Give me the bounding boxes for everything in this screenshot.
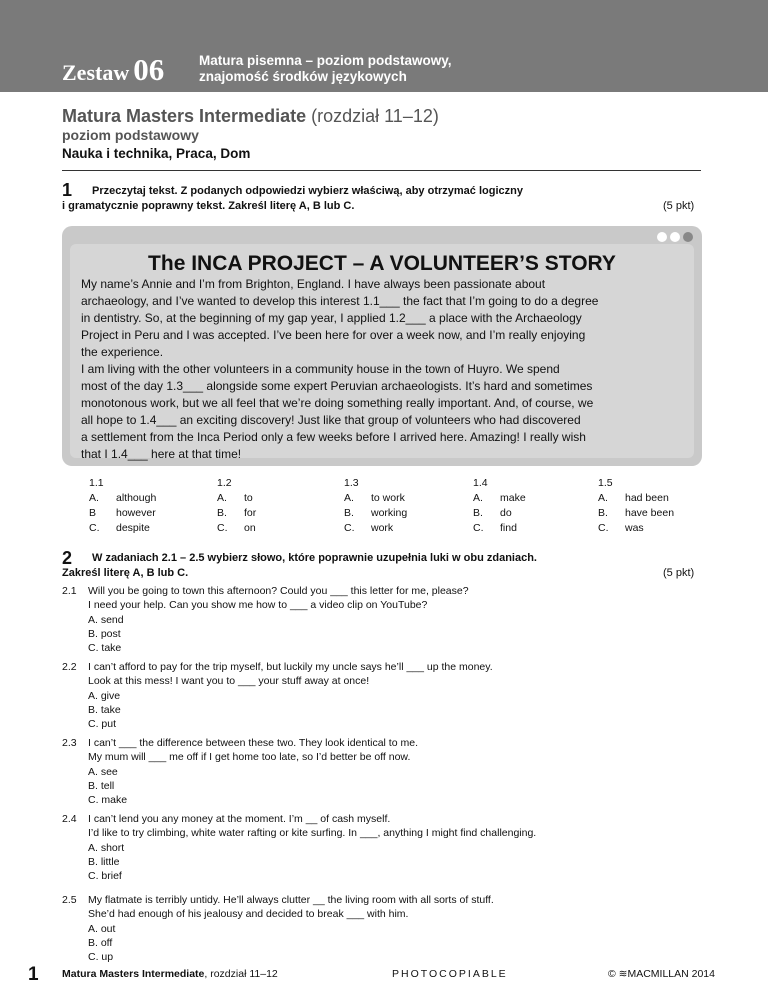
question-line: I can’t lend you any money at the moment. I’m __ of cash myself. — [88, 813, 391, 825]
story-line: the experience. — [81, 345, 164, 359]
option[interactable]: B. off — [88, 937, 113, 949]
option[interactable]: B. tell — [88, 780, 115, 792]
page-number: 1 — [28, 964, 39, 985]
option-word: on — [244, 522, 256, 534]
question-text — [88, 812, 688, 840]
exercise-2-points: (5 pkt) — [663, 567, 695, 579]
question-line: I can’t afford to pay for the trip myself, but luckily my uncle says he’ll ___ up the money. — [88, 661, 493, 673]
option-letter: B. — [344, 507, 354, 519]
option-letter: A. — [598, 492, 608, 504]
story-line: all hope to 1.4___ an exciting discovery! Just like that group of volunteers who had discovered — [81, 413, 581, 427]
exercise-2-number: 2 — [62, 548, 73, 568]
question-2-2 — [62, 660, 702, 732]
question-number: 2.2 — [62, 661, 77, 673]
option[interactable]: B. little — [88, 856, 120, 868]
option[interactable] — [217, 491, 256, 506]
dot-icon — [670, 232, 680, 242]
story-line: monotonous work, but we all feel that we’re doing something really important. And, of course, we — [81, 396, 594, 410]
story-line: that I 1.4___ here at that time! — [81, 447, 242, 461]
option-letter: B — [89, 507, 97, 519]
option[interactable] — [89, 491, 156, 506]
option[interactable] — [598, 506, 674, 521]
question-line: She’d had enough of his jealousy and decided to break ___ with him. — [88, 908, 409, 920]
option-word: for — [244, 507, 257, 519]
header-title — [199, 53, 452, 85]
option-word: to work — [371, 492, 405, 504]
option-letter: C. — [344, 522, 355, 534]
option-group-1-4 — [473, 476, 526, 536]
option-letter: C. — [217, 522, 228, 534]
option-letter: B. — [473, 507, 483, 519]
option[interactable] — [344, 491, 407, 506]
photocopiable-label: PHOTOCOPIABLE — [392, 968, 508, 980]
story-line: most of the day 1.3___ alongside some expert Peruvian archaeologists. It’s hard and sometimes — [81, 379, 593, 393]
option[interactable] — [89, 506, 156, 521]
topics: Nauka i technika, Praca, Dom — [62, 146, 251, 161]
option-number: 1.1 — [89, 477, 104, 489]
question-text — [88, 736, 688, 764]
option[interactable] — [217, 506, 256, 521]
option-group-1-1 — [89, 476, 156, 536]
option[interactable]: C. put — [88, 718, 117, 730]
option-word: however — [116, 507, 156, 519]
option-word: to — [244, 492, 253, 504]
option-number: 1.5 — [598, 477, 613, 489]
question-number: 2.3 — [62, 737, 77, 749]
option-number: 1.3 — [344, 477, 359, 489]
set-label — [62, 52, 164, 88]
question-line: My mum will ___ me off if I get home too late, so I’d better be off now. — [88, 751, 411, 763]
option[interactable]: A. short — [88, 842, 125, 854]
exercise-2-instruction-line1: W zadaniach 2.1 – 2.5 wybierz słowo, które poprawnie uzupełnia luki w obu zdaniach. — [92, 552, 537, 564]
exercise-2-instruction-line2: Zakreśl literę A, B lub C. — [62, 567, 189, 579]
set-number: 06 — [133, 52, 165, 87]
option-word: have been — [625, 507, 675, 519]
question-number: 2.5 — [62, 894, 77, 906]
option-group-1-3 — [344, 476, 407, 536]
question-options — [88, 841, 124, 883]
option[interactable]: A. see — [88, 766, 118, 778]
option-word: do — [500, 507, 512, 519]
question-line: I need your help. Can you show me how to ___ a video clip on YouTube? — [88, 599, 428, 611]
option[interactable] — [344, 506, 407, 521]
option-group-1-2 — [217, 476, 256, 536]
option-letter: A. — [89, 492, 99, 504]
option-word: despite — [116, 522, 150, 534]
question-line: I’d like to try climbing, white water rafting or kite surfing. In ___, anything I might find challenging. — [88, 827, 537, 839]
header-title-line2: znajomość środków językowych — [199, 69, 407, 84]
footer-book — [62, 968, 278, 980]
question-number: 2.1 — [62, 585, 77, 597]
option[interactable] — [473, 506, 526, 521]
option-word: had been — [625, 492, 669, 504]
question-text — [88, 660, 688, 688]
story-line: archaeology, and I’ve wanted to develop this interest 1.1___ the fact that I’m going to do a degree — [81, 294, 599, 308]
book-name: Matura Masters Intermediate — [62, 106, 307, 126]
option-group-1-5 — [598, 476, 674, 536]
question-text — [88, 893, 688, 921]
option[interactable]: A. give — [88, 690, 121, 702]
question-options — [88, 689, 121, 731]
option[interactable]: A. out — [88, 923, 116, 935]
option-number: 1.4 — [473, 477, 488, 489]
option-letter: A. — [344, 492, 354, 504]
option-word: find — [500, 522, 517, 534]
dot-icon — [683, 232, 693, 242]
question-2-1 — [62, 584, 702, 656]
question-options — [88, 765, 127, 807]
story-text — [81, 276, 693, 463]
exercise-1-number: 1 — [62, 180, 73, 200]
option[interactable]: B. post — [88, 628, 121, 640]
option[interactable] — [473, 491, 526, 506]
option[interactable]: B. take — [88, 704, 121, 716]
book-chapters: (rozdział 11–12) — [311, 106, 439, 126]
option[interactable] — [598, 521, 674, 536]
divider — [62, 170, 701, 171]
question-text — [88, 584, 688, 612]
footer-book-title: Matura Masters Intermediate — [62, 968, 205, 980]
option[interactable] — [598, 491, 674, 506]
set-word: Zestaw — [62, 60, 130, 85]
option-word: working — [371, 507, 408, 519]
option[interactable]: C. make — [88, 794, 128, 806]
copyright: © ≋MACMILLAN 2014 — [608, 968, 715, 980]
option[interactable]: A. send — [88, 614, 124, 626]
story-line: I am living with the other volunteers in a community house in the town of Huyro. We spend — [81, 362, 560, 376]
option[interactable] — [89, 521, 156, 536]
level: poziom podstawowy — [62, 127, 199, 143]
exercise-1-points: (5 pkt) — [663, 200, 695, 212]
option-letter: A. — [217, 492, 227, 504]
story-line: Project in Peru and I was accepted. I’ve been here for over a week now, and I’m really enjoying — [81, 328, 586, 342]
story-line: a settlement from the Inca Period only a few weeks before I arrived here. Amazing! I really wish — [81, 430, 586, 444]
book-title — [62, 106, 439, 127]
footer-chapter: , rozdział 11–12 — [204, 968, 278, 980]
exercise-1-instruction-line2: i gramatycznie poprawny tekst. Zakreśl literę A, B lub C. — [62, 200, 355, 212]
question-2-4 — [62, 812, 702, 884]
option-letter: B. — [598, 507, 608, 519]
question-2-3 — [62, 736, 702, 808]
option[interactable] — [217, 521, 256, 536]
option-word: work — [371, 522, 394, 534]
option-number: 1.2 — [217, 477, 232, 489]
story-line: in dentistry. So, at the beginning of my gap year, I applied 1.2___ a place with the Archaeology — [81, 311, 582, 325]
question-options — [88, 613, 124, 655]
dot-icon — [657, 232, 667, 242]
question-line: Look at this mess! I want you to ___ your stuff away at once! — [88, 675, 370, 687]
option-letter: C. — [598, 522, 609, 534]
option-letter: A. — [473, 492, 483, 504]
option[interactable]: C. up — [88, 951, 114, 963]
option[interactable] — [344, 521, 407, 536]
question-2-5 — [62, 893, 702, 965]
header-title-line1: Matura pisemna – poziom podstawowy, — [199, 53, 452, 68]
option-word: although — [116, 492, 157, 504]
option-word: make — [500, 492, 526, 504]
question-options — [88, 922, 115, 964]
story-line: My name’s Annie and I’m from Brighton, England. I have always been passionate about — [81, 277, 546, 291]
option-word: was — [625, 522, 644, 534]
exercise-1-instruction-line1: Przeczytaj tekst. Z podanych odpowiedzi wybierz właściwą, aby otrzymać logiczny — [92, 185, 523, 197]
option[interactable]: C. take — [88, 642, 122, 654]
question-line: My flatmate is terribly untidy. He’ll always clutter __ the living room with all sorts of stuff. — [88, 894, 494, 906]
question-number: 2.4 — [62, 813, 77, 825]
question-line: Will you be going to town this afternoon? Could you ___ this letter for me, please? — [88, 585, 469, 597]
window-dots — [654, 229, 693, 247]
option[interactable] — [473, 521, 526, 536]
story-title: The INCA PROJECT – A VOLUNTEER’S STORY — [148, 252, 616, 275]
question-line: I can’t ___ the difference between these two. They look identical to me. — [88, 737, 418, 749]
option[interactable]: C. brief — [88, 870, 122, 882]
option-letter: C. — [473, 522, 484, 534]
option-letter: B. — [217, 507, 227, 519]
option-letter: C. — [89, 522, 100, 534]
